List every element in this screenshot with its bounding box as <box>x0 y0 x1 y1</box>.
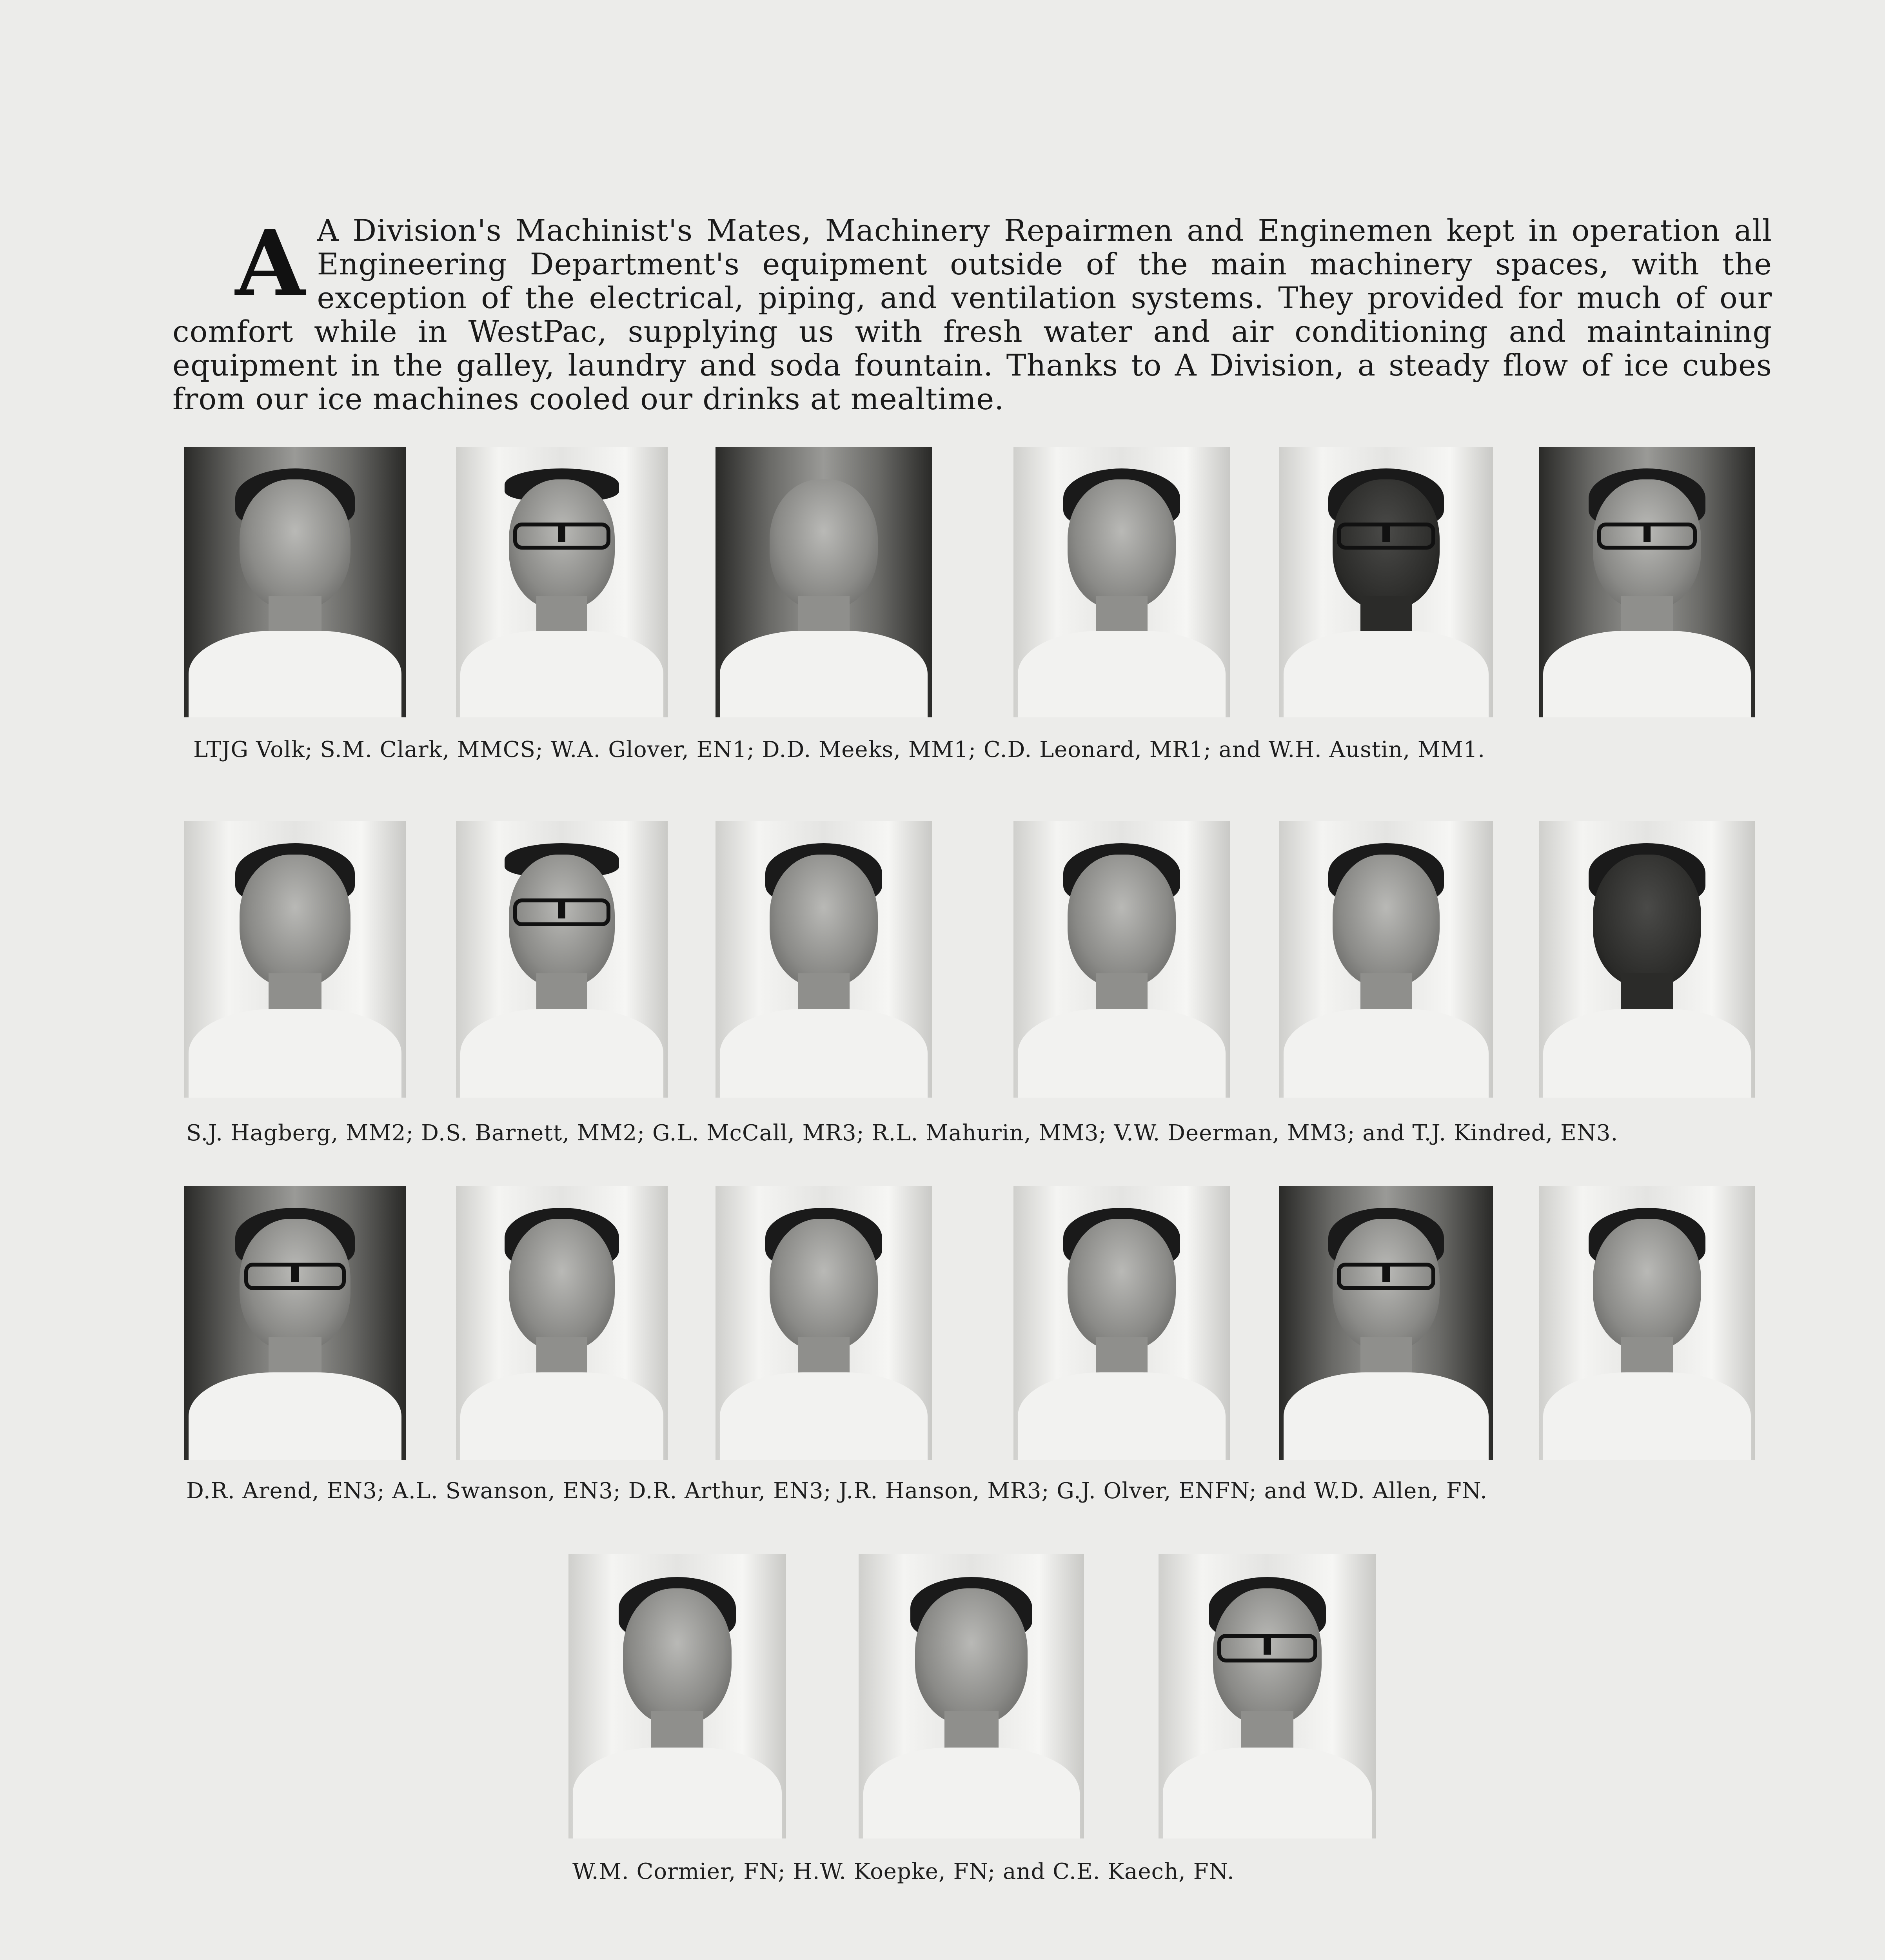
portrait-photo <box>568 1554 786 1838</box>
portrait-photo <box>1279 1186 1493 1460</box>
caption-row-3: D.R. Arend, EN3; A.L. Swanson, EN3; D.R. Arthur, EN3; J.R. Hanson, MR3; G.J. Olver, ENFN; and W.D. Allen, FN. <box>186 1478 1487 1504</box>
portrait-photo <box>456 447 668 717</box>
portrait-photo <box>716 1186 932 1460</box>
portrait-photo <box>1013 1186 1230 1460</box>
portrait-photo <box>184 821 406 1098</box>
portrait-photo <box>184 1186 406 1460</box>
section-a <box>173 211 1772 416</box>
portrait-photo <box>1539 1186 1755 1460</box>
portrait-photo <box>1013 821 1230 1098</box>
portrait-photo <box>1539 447 1755 717</box>
portrait-photo <box>456 1186 668 1460</box>
portrait-photo <box>859 1554 1084 1838</box>
portrait-photo <box>1279 447 1493 717</box>
portrait-photo <box>1539 821 1755 1098</box>
portrait-photo <box>456 821 668 1098</box>
section-a-text: A Division's Machinist's Mates, Machinery Repairmen and Enginemen kept in operation all Engineering Department's equipment outside of the main machinery spaces, with the exception of the electrical, piping, and ventilation systems. They provided for much of our comfort while in WestPac, supplying us with fresh water and air conditioning and maintaining equipment in the galley, laundry and soda fountain. Thanks to A Division, a steady flow of ice cubes from our ice machines cooled our drinks at mealtime. <box>173 213 1772 416</box>
portrait-photo <box>1013 447 1230 717</box>
portrait-photo <box>716 821 932 1098</box>
portrait-photo <box>1279 821 1493 1098</box>
caption-row-4: W.M. Cormier, FN; H.W. Koepke, FN; and C.E. Kaech, FN. <box>572 1859 1235 1884</box>
caption-row-2: S.J. Hagberg, MM2; D.S. Barnett, MM2; G.L. McCall, MR3; R.L. Mahurin, MM3; V.W. Deerman, MM3; and T.J. Kindred, EN3. <box>186 1120 1618 1146</box>
portrait-photo <box>1159 1554 1376 1838</box>
portrait-photo <box>184 447 406 717</box>
portrait-photo <box>716 447 932 717</box>
dropcap-a: A <box>235 211 305 316</box>
caption-row-1: LTJG Volk; S.M. Clark, MMCS; W.A. Glover, EN1; D.D. Meeks, MM1; C.D. Leonard, MR1; and W.H. Austin, MM1. <box>193 737 1485 762</box>
